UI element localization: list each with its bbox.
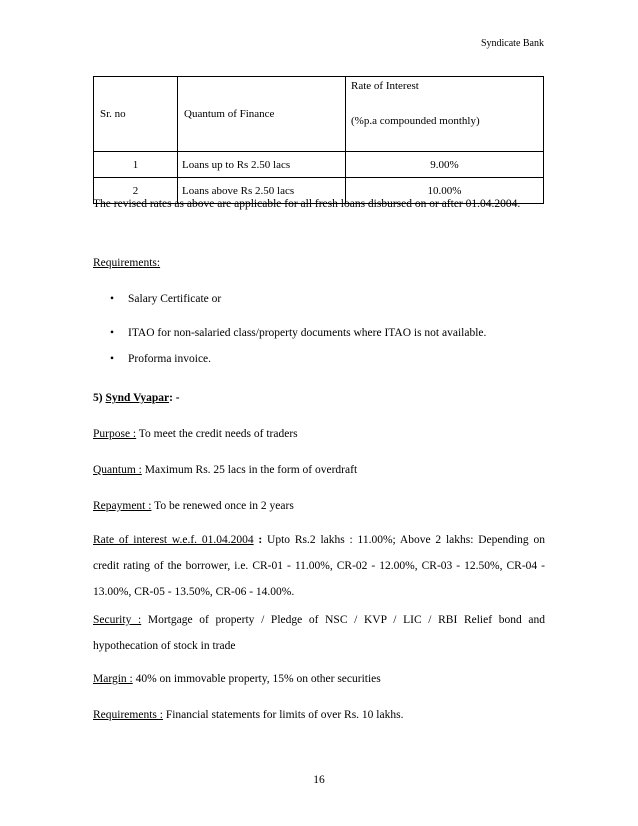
interest-rate-table xyxy=(93,76,544,204)
header-rate-line1: Rate of Interest xyxy=(351,80,419,92)
margin-line xyxy=(93,666,545,692)
row-quantum: Loans above Rs 2.50 lacs xyxy=(178,178,346,204)
section-title-suffix: : - xyxy=(169,392,180,404)
table-row xyxy=(94,152,544,178)
bullet-icon: • xyxy=(110,327,115,339)
security-paragraph xyxy=(93,607,545,659)
rate-label: Rate of interest w.e.f. 01.04.2004 xyxy=(93,534,254,546)
list-item xyxy=(110,346,486,372)
req-text: Financial statements for limits of over Rs. 10 lakhs. xyxy=(162,709,404,721)
list-item-text: Proforma invoice. xyxy=(128,353,212,365)
row-rate: 10.00% xyxy=(346,178,544,204)
purpose-text: To meet the credit needs of traders xyxy=(136,428,298,440)
page-number: 16 xyxy=(313,774,325,786)
revised-rates-note: The revised rates as above are applicable for all fresh loans disbursed on or after 01.04.2004. xyxy=(93,198,521,210)
header-rate xyxy=(346,77,544,152)
req-label: Requirements : xyxy=(93,709,163,721)
repayment-text: To be renewed once in 2 years xyxy=(151,500,294,512)
list-item xyxy=(110,286,221,312)
security-label: Security : xyxy=(93,614,142,626)
margin-text: 40% on immovable property, 15% on other securities xyxy=(132,673,381,685)
row-rate: 9.00% xyxy=(346,152,544,178)
repayment-line xyxy=(93,493,545,519)
purpose-label: Purpose : xyxy=(93,428,137,440)
margin-label: Margin : xyxy=(93,673,133,685)
rate-text: Upto Rs.2 lakhs : 11.00%; Above 2 lakhs: Depending on credit rating of the borrower, i.e. CR-01 - 11.00%, CR-02 - 12.00%, CR-03 - 12.50%, CR-04 - 13.00%, CR-05 - 13.50%, CR-06 - 14.00%. xyxy=(93,534,545,598)
row-quantum: Loans up to Rs 2.50 lacs xyxy=(178,152,346,178)
bullet-icon: • xyxy=(110,293,115,305)
section-number: 5) xyxy=(93,392,103,404)
rate-of-interest-paragraph xyxy=(93,527,545,605)
rate-colon: : xyxy=(253,534,263,546)
section-5-title xyxy=(93,385,545,411)
quantum-label: Quantum : xyxy=(93,464,142,476)
header-quantum: Quantum of Finance xyxy=(178,77,346,152)
security-text: Mortgage of property / Pledge of NSC / KVP / LIC / RBI Relief bond and hypothecation of stock in trade xyxy=(93,614,545,652)
quantum-text: Maximum Rs. 25 lacs in the form of overdraft xyxy=(141,464,358,476)
header-sr-no: Sr. no xyxy=(94,77,178,152)
section-title: Synd Vyapar xyxy=(105,392,170,404)
purpose-line xyxy=(93,421,545,447)
list-item-text: ITAO for non-salaried class/property documents where ITAO is not available. xyxy=(128,327,487,339)
running-header: Syndicate Bank xyxy=(480,38,544,49)
repayment-label: Repayment : xyxy=(93,500,152,512)
requirements-heading xyxy=(93,250,545,276)
header-rate-line2: (%p.a compounded monthly) xyxy=(351,115,480,127)
row-sr: 1 xyxy=(94,152,178,178)
requirements-list xyxy=(110,286,221,312)
row-sr: 2 xyxy=(94,178,178,204)
requirements-heading-text: Requirements: xyxy=(93,257,161,269)
requirements-list-cont xyxy=(110,320,486,372)
bullet-icon: • xyxy=(110,353,115,365)
list-item-text: Salary Certificate or xyxy=(128,293,222,305)
table-header-row xyxy=(94,77,544,152)
requirements-line xyxy=(93,702,545,728)
quantum-line xyxy=(93,457,545,483)
list-item xyxy=(110,320,486,346)
